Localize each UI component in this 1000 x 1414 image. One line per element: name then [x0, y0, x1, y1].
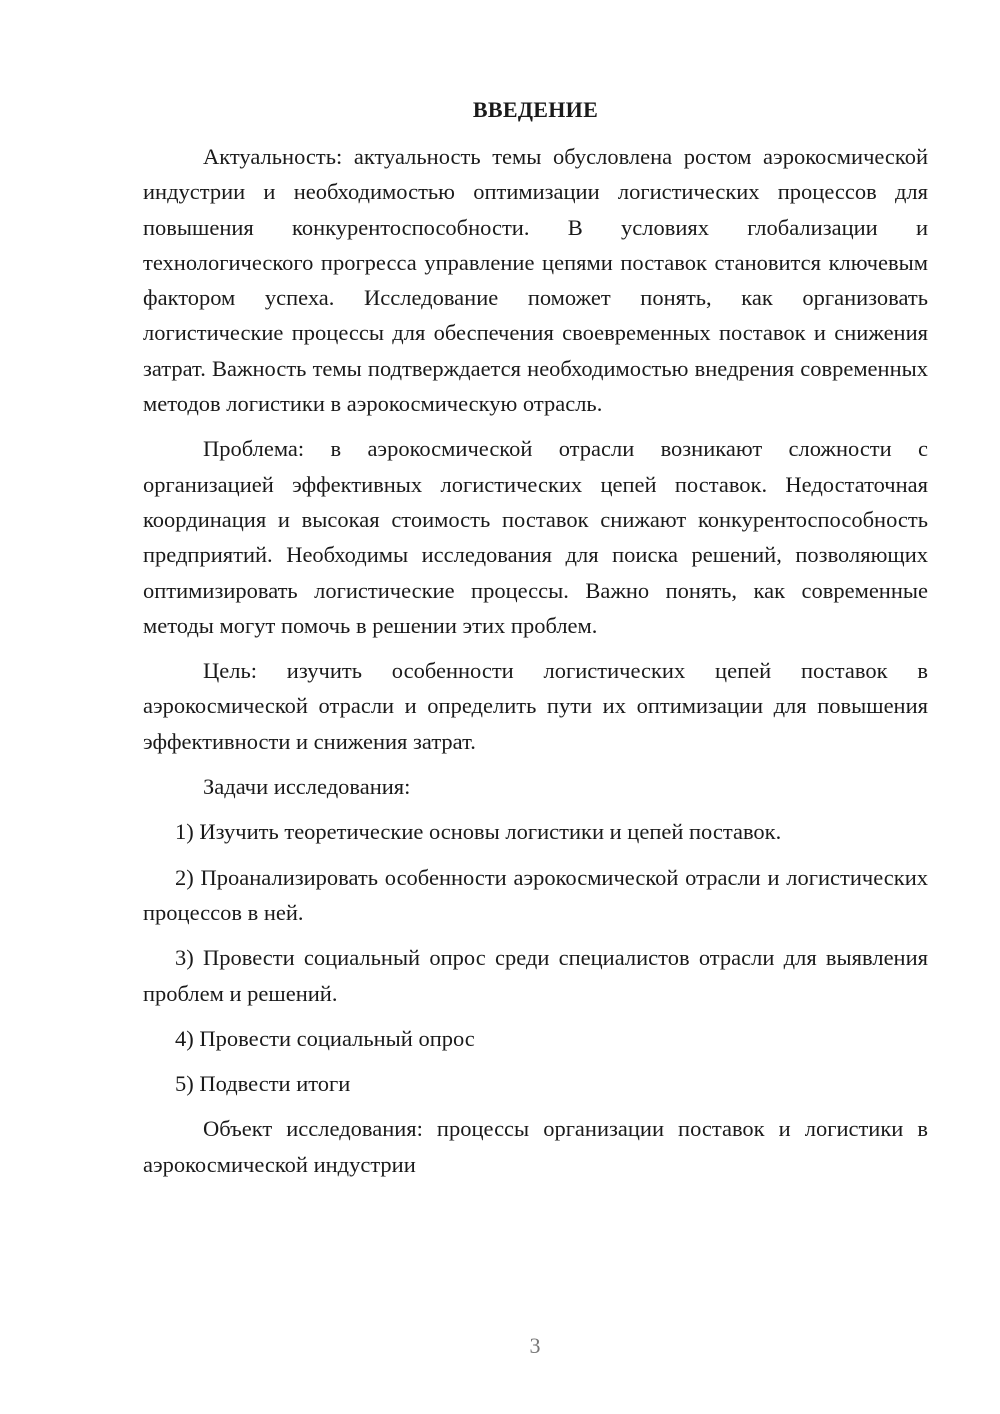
document-body — [143, 95, 928, 1192]
goal-paragraph: Цель: изучить особенности логистических цепей поставок в аэрокосмической отрасли и определить пути их оптимизации для повышения эффективности и снижения затрат. — [143, 658, 928, 754]
tasks-heading: Задачи исследования: — [203, 774, 411, 800]
task-item: 1) Изучить теоретические основы логистики и цепей поставок. — [175, 819, 782, 845]
object-paragraph: Объект исследования: процессы организации поставок и логистики в аэрокосмической индустрии — [143, 1116, 928, 1177]
task-item: 3) Провести социальный опрос среди специалистов отрасли для выявления проблем и решений. — [143, 945, 928, 1006]
section-title: ВВЕДЕНИЕ — [472, 97, 599, 122]
page-number: 3 — [529, 1333, 541, 1358]
task-item: 2) Проанализировать особенности аэрокосмической отрасли и логистических процессов в ней. — [143, 864, 928, 925]
task-item: 5) Подвести итоги — [175, 1071, 351, 1097]
relevance-paragraph: Актуальность: актуальность темы обусловлена ростом аэрокосмической индустрии и необходимостью оптимизации логистических процессов для повышения конкурентоспособности. В условиях глобализации и технологического прогресса управление цепями поставок становится ключевым фактором успеха. Исследование поможет понять, как организовать логистические процессы для обеспечения своевременных поставок и снижения затрат. Важность темы подтверждается необходимостью внедрения современных методов логистики в аэрокосмическую отрасль. — [143, 144, 928, 417]
problem-paragraph: Проблема: в аэрокосмической отрасли возникают сложности с организацией эффективных логистических цепей поставок. Недостаточная координация и высокая стоимость поставок снижают конкурентоспособность предприятий. Необходимы исследования для поиска решений, позволяющих оптимизировать логистические процессы. Важно понять, как современные методы могут помочь в решении этих проблем. — [143, 436, 928, 638]
task-item: 4) Провести социальный опрос — [175, 1025, 475, 1051]
